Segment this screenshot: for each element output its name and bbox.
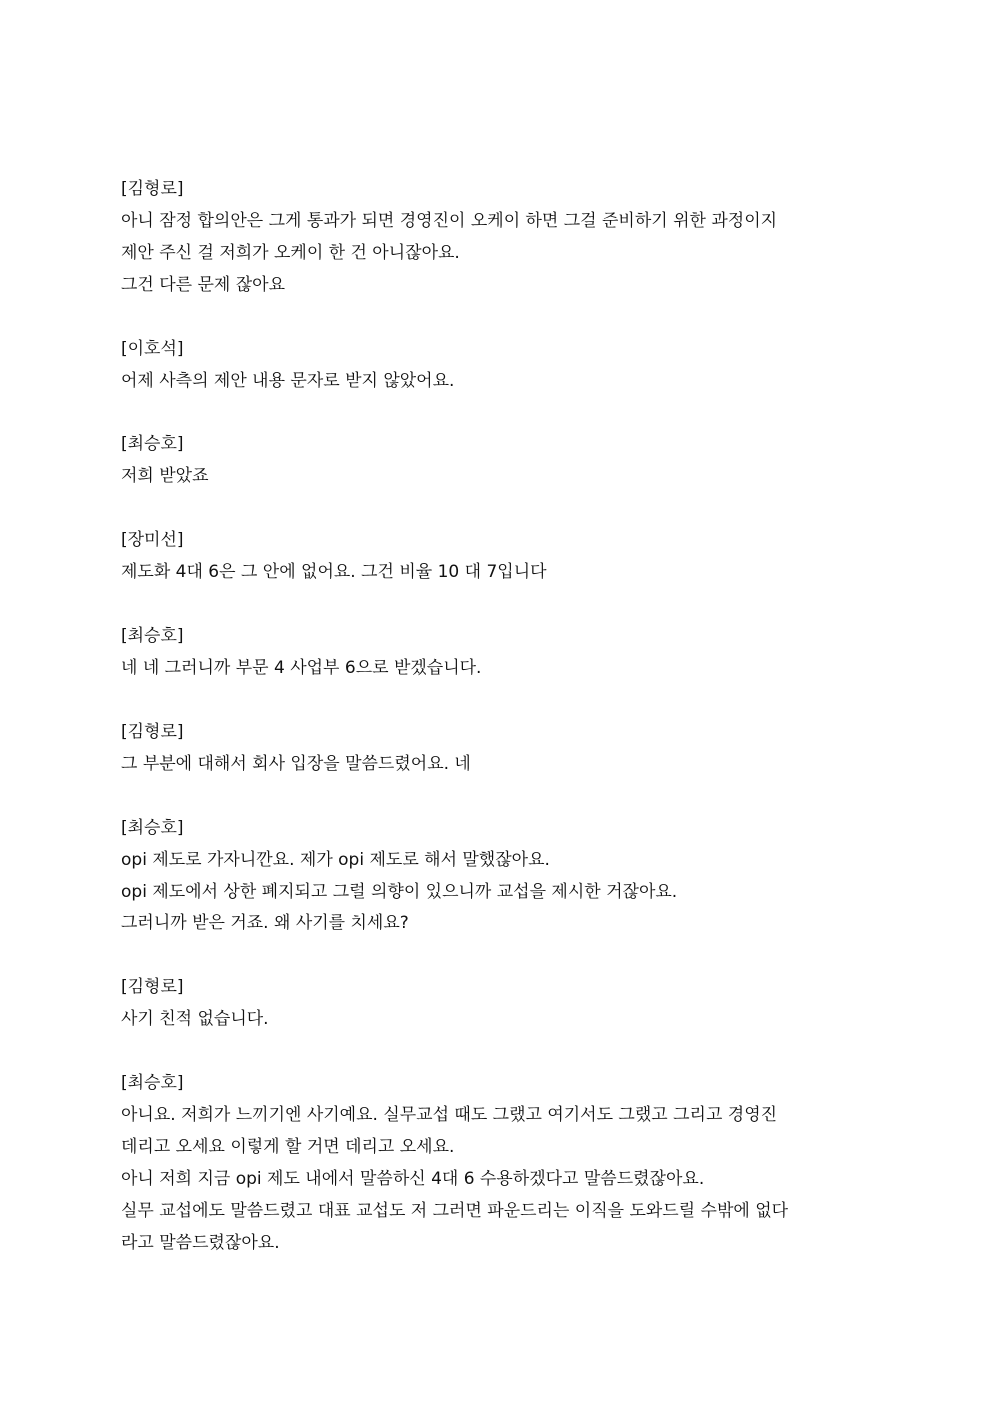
transcript-turn	[121, 1068, 881, 1259]
transcript-turn	[121, 717, 881, 781]
speaker-label: [장미선]	[121, 530, 184, 551]
utterance-line: 아니 잠정 합의안은 그게 통과가 되면 경영진이 오케이 하면 그걸 준비하기 위한 과정이지	[121, 210, 778, 231]
utterance-line: opi 제도로 가자니깐요. 제가 opi 제도로 해서 말했잖아요.	[121, 849, 550, 870]
utterance-line: 제안 주신 걸 저희가 오케이 한 건 아니잖아요.	[121, 242, 460, 263]
utterance-line: 그 부분에 대해서 회사 입장을 말씀드렸어요. 네	[121, 753, 471, 774]
transcript-turn	[121, 429, 881, 493]
utterance-line: 어제 사측의 제안 내용 문자로 받지 않았어요.	[121, 370, 455, 391]
transcript-turn	[121, 813, 881, 941]
transcript-document	[121, 174, 881, 1292]
utterance-line: opi 제도에서 상한 폐지되고 그럴 의향이 있으니까 교섭을 제시한 거잖아요.	[121, 881, 678, 902]
utterance-line: 그건 다른 문제 잖아요	[121, 274, 286, 295]
speaker-label: [김형로]	[121, 721, 184, 742]
utterance-line: 제도화 4대 6은 그 안에 없어요. 그건 비율 10 대 7입니다	[121, 562, 547, 583]
speaker-label: [최승호]	[121, 1073, 184, 1094]
speaker-label: [이호석]	[121, 338, 184, 359]
utterance-line: 그러니까 받은 거죠. 왜 사기를 치세요?	[121, 913, 409, 934]
transcript-turn	[121, 972, 881, 1036]
speaker-label: [최승호]	[121, 434, 184, 455]
speaker-label: [김형로]	[121, 977, 184, 998]
speaker-label: [최승호]	[121, 626, 184, 647]
transcript-turn	[121, 525, 881, 589]
transcript-turn	[121, 621, 881, 685]
utterance-line: 네 네 그러니까 부문 4 사업부 6으로 받겠습니다.	[121, 657, 482, 678]
utterance-line: 저희 받았죠	[121, 466, 209, 487]
speaker-label: [최승호]	[121, 817, 184, 838]
utterance-line: 라고 말씀드렸잖아요.	[121, 1232, 280, 1253]
utterance-line: 실무 교섭에도 말씀드렸고 대표 교섭도 저 그러면 파운드리는 이직을 도와드릴 수밖에 없다	[121, 1200, 789, 1221]
utterance-line: 데리고 오세요 이렇게 할 거면 데리고 오세요.	[121, 1136, 455, 1157]
utterance-line: 사기 친적 없습니다.	[121, 1009, 269, 1030]
speaker-label: [김형로]	[121, 179, 184, 199]
utterance-line: 아니 저희 지금 opi 제도 내에서 말씀하신 4대 6 수용하겠다고 말씀드렸잖아요.	[121, 1168, 705, 1189]
utterance-line: 아니요. 저희가 느끼기엔 사기예요. 실무교섭 때도 그랬고 여기서도 그랬고 그리고 경영진	[121, 1105, 778, 1126]
transcript-turn	[121, 174, 881, 302]
transcript-turn	[121, 334, 881, 398]
